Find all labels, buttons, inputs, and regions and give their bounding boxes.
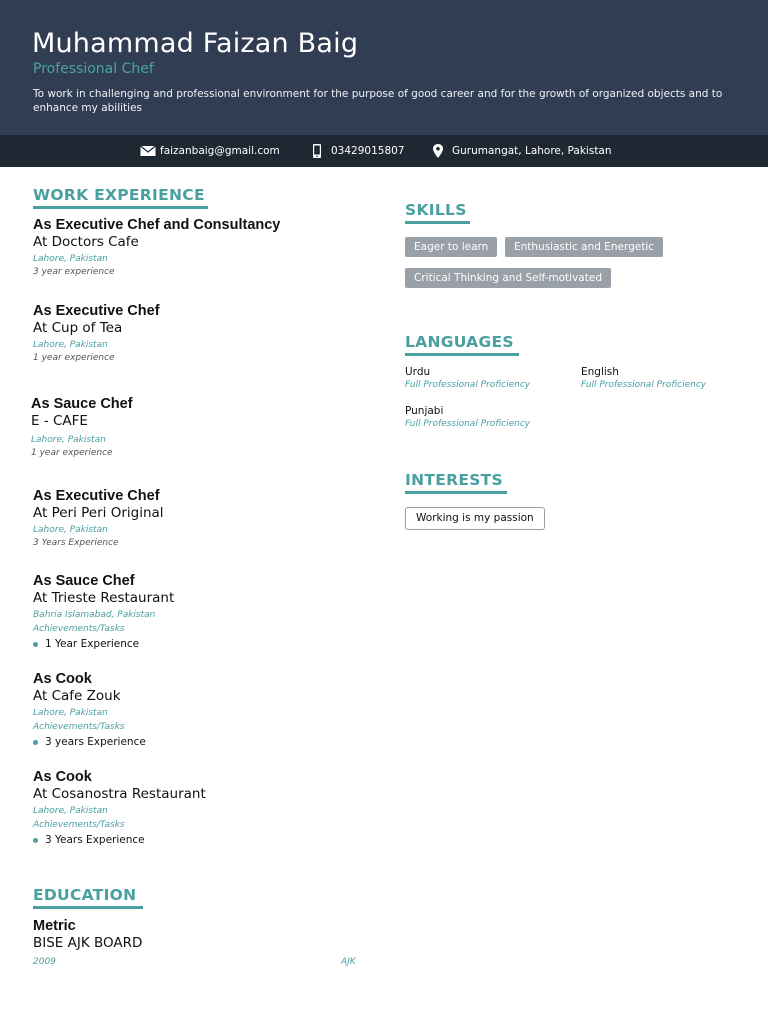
contact-email[interactable] (140, 144, 280, 158)
bullet-dot-icon (33, 740, 38, 745)
job-location: Bahria Islamabad, Pakistan (33, 610, 156, 620)
mobile-phone-icon (311, 144, 325, 158)
language-name: Urdu (405, 366, 431, 378)
job-company: At Trieste Restaurant (33, 590, 175, 606)
education-underline (33, 906, 143, 909)
job-entry (33, 768, 373, 848)
job-role: As Sauce Chef (31, 396, 133, 412)
job-entry (33, 670, 373, 750)
job-entry (33, 216, 373, 279)
skill-tag: Eager to learn (405, 237, 497, 257)
job-location: Lahore, Pakistan (33, 254, 108, 264)
bullet-dot-icon (33, 642, 38, 647)
job-role: As Executive Chef (33, 488, 160, 504)
job-tasks-label: Achievements/Tasks (33, 722, 125, 732)
contact-email-text: faizanbaig@gmail.com (160, 145, 280, 157)
skills-underline (405, 221, 470, 224)
bullet-dot-icon (33, 838, 38, 843)
job-entry (31, 395, 371, 460)
envelope-icon (140, 144, 154, 158)
job-tasks-label: Achievements/Tasks (33, 624, 125, 634)
interest-tag: Working is my passion (405, 507, 545, 530)
job-location: Lahore, Pakistan (33, 525, 108, 535)
job-entry (33, 487, 373, 550)
work-experience-underline (33, 206, 208, 209)
interests-underline (405, 491, 507, 494)
job-location: Lahore, Pakistan (33, 708, 108, 718)
skill-tag: Critical Thinking and Self-motivated (405, 268, 611, 288)
job-role: As Cook (33, 769, 92, 785)
job-company: At Cup of Tea (33, 320, 123, 336)
job-tasks-label: Achievements/Tasks (33, 820, 125, 830)
language-name: Punjabi (405, 405, 444, 417)
contact-phone-text: 03429015807 (331, 145, 405, 157)
skill-tag: Enthusiastic and Energetic (505, 237, 663, 257)
interests-heading: INTERESTS (405, 471, 504, 489)
skills-heading: SKILLS (405, 201, 467, 219)
language-level: Full Professional Proficiency (405, 380, 531, 390)
job-location: Lahore, Pakistan (31, 435, 106, 445)
work-experience-heading: WORK EXPERIENCE (33, 186, 205, 204)
job-bullet-text: 3 Years Experience (45, 834, 145, 846)
job-entry (33, 572, 373, 652)
contact-phone[interactable] (311, 144, 405, 158)
education-entry (33, 917, 373, 952)
education-place: AJK (341, 957, 356, 967)
job-duration: 1 year experience (33, 353, 115, 363)
job-bullet (33, 637, 373, 652)
map-pin-icon (432, 144, 446, 158)
languages-underline (405, 353, 519, 356)
job-company: At Cosanostra Restaurant (33, 786, 206, 802)
job-company: At Peri Peri Original (33, 505, 164, 521)
job-bullet (33, 735, 373, 750)
job-company: E - CAFE (31, 413, 88, 429)
job-duration: 3 Years Experience (33, 538, 119, 548)
contact-bar (0, 135, 768, 167)
job-location: Lahore, Pakistan (33, 340, 108, 350)
job-bullet-text: 3 years Experience (45, 736, 146, 748)
languages-heading: LANGUAGES (405, 333, 514, 351)
job-duration: 3 year experience (33, 267, 115, 277)
language-name: English (581, 366, 619, 378)
job-company: At Doctors Cafe (33, 234, 139, 250)
job-role: As Executive Chef (33, 303, 160, 319)
education-heading: EDUCATION (33, 886, 137, 904)
education-board: BISE AJK BOARD (33, 935, 143, 951)
job-company: At Cafe Zouk (33, 688, 121, 704)
contact-location-text: Gurumangat, Lahore, Pakistan (452, 145, 612, 157)
job-duration: 1 year experience (31, 448, 113, 458)
job-role: As Sauce Chef (33, 573, 135, 589)
candidate-title: Professional Chef (33, 61, 154, 77)
contact-location[interactable] (432, 144, 612, 158)
job-role: As Executive Chef and Consultancy (33, 217, 281, 233)
job-entry (33, 302, 373, 365)
language-level: Full Professional Proficiency (405, 419, 531, 429)
education-year: 2009 (33, 957, 56, 967)
education-degree: Metric (33, 918, 76, 934)
job-role: As Cook (33, 671, 92, 687)
job-bullet-text: 1 Year Experience (45, 638, 140, 650)
candidate-name: Muhammad Faizan Baig (32, 28, 359, 59)
career-summary: To work in challenging and professional environment for the purpose of good career and for the growth of organized objects and to enhance my abilities (33, 88, 723, 114)
resume-header (0, 0, 768, 135)
job-bullet (33, 833, 373, 848)
job-location: Lahore, Pakistan (33, 806, 108, 816)
language-level: Full Professional Proficiency (581, 380, 707, 390)
